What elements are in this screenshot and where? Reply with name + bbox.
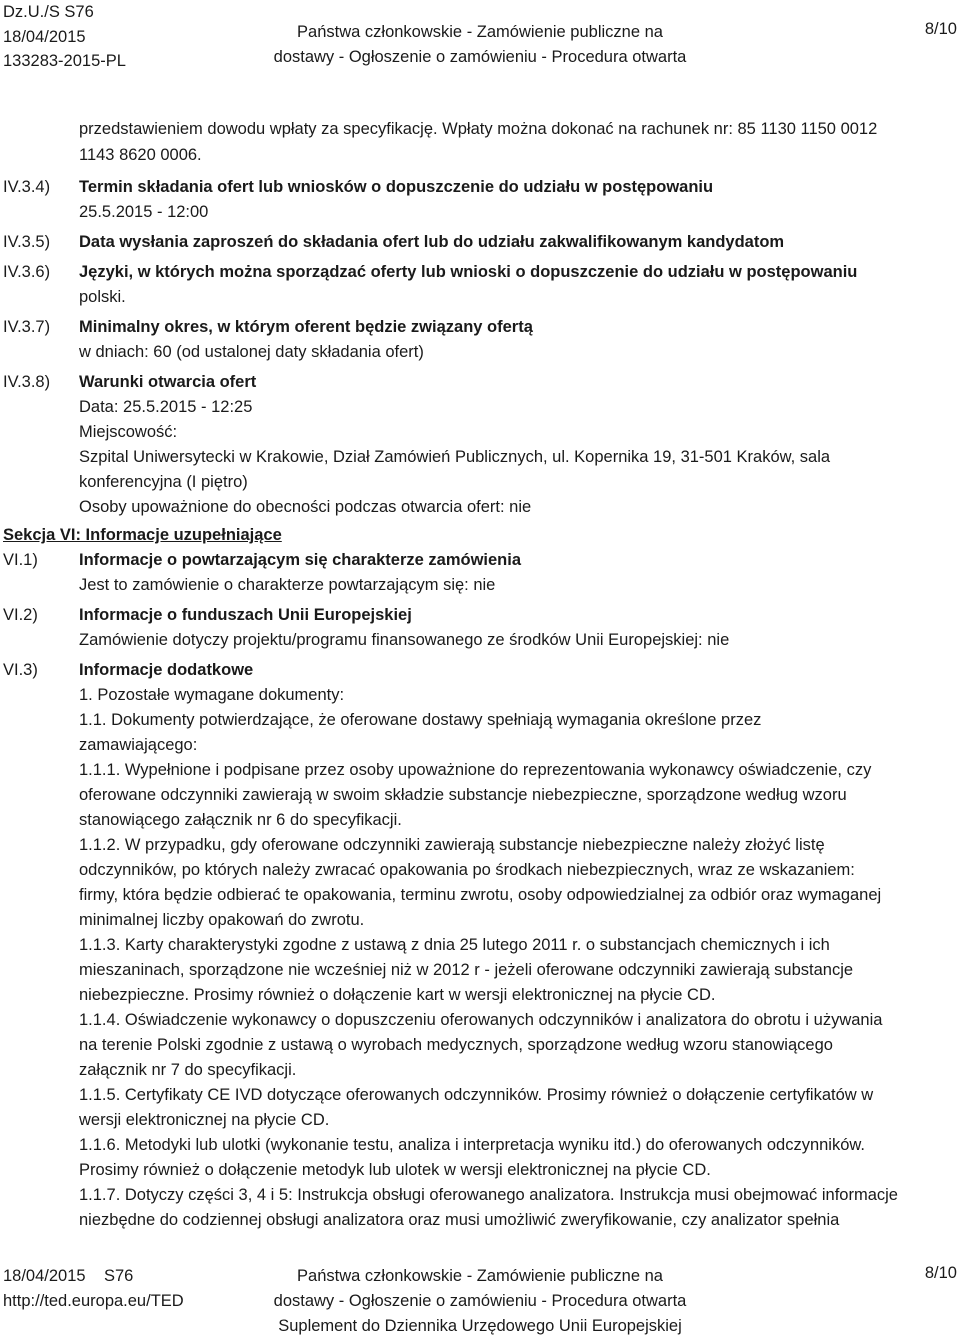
- footer-title-line1: Państwa członkowskie - Zamówienie publiczne na: [297, 1267, 663, 1285]
- text-line: 1. Pozostałe wymagane dokumenty:: [79, 686, 345, 704]
- footer-page-number: 8/10: [924, 1264, 957, 1282]
- section-number: VI.2): [3, 606, 38, 624]
- item-heading: Informacje o powtarzającym się charakterze zamówienia: [79, 551, 522, 569]
- footer-series: S76: [103, 1267, 134, 1285]
- item-heading: Minimalny okres, w którym oferent będzie związany ofertą: [79, 318, 533, 336]
- text-line: przedstawieniem dowodu wpłaty za specyfikację. Wpłaty można dokonać na rachunek nr: 85 1130 1150 0012: [79, 120, 878, 138]
- header-date: 18/04/2015: [3, 27, 86, 46]
- text-line: w dniach: 60 (od ustalonej daty składania ofert): [79, 343, 424, 361]
- text-line: niezbędne do codziennej obsługi analizatora oraz musi umożliwić zweryfikowanie, czy analizator spełnia: [79, 1211, 840, 1229]
- text-line: 1.1.3. Karty charakterystyki zgodne z ustawą z dnia 25 lutego 2011 r. o substancjach chemicznych i ich: [79, 936, 830, 954]
- text-line: Osoby upoważnione do obecności podczas otwarcia ofert: nie: [79, 498, 532, 516]
- text-line: mieszaninach, sporządzone nie wcześniej niż w 2012 r - jeżeli oferowane odczynniki zawierają substancje: [79, 961, 854, 979]
- section-number: IV.3.8): [3, 373, 51, 391]
- text-line: 1.1.2. W przypadku, gdy oferowane odczynniki zawierają substancje niebezpieczne należy złożyć listę: [79, 836, 825, 854]
- section-number: IV.3.7): [3, 318, 51, 336]
- text-line: 1.1. Dokumenty potwierdzające, że oferowane dostawy spełniają wymagania określone przez: [79, 711, 762, 729]
- footer-date: 18/04/2015: [3, 1267, 86, 1285]
- text-line: 1.1.5. Certyfikaty CE IVD dotyczące oferowanych odczynników. Prosimy również o dołączenie certyfikatów w: [79, 1086, 874, 1104]
- text-line: 1.1.6. Metodyki lub ulotki (wykonanie testu, analiza i interpretacja wyniku itd.) do oferowanych odczynników.: [79, 1136, 865, 1154]
- text-line: polski.: [79, 288, 126, 306]
- footer-title-line2: dostawy - Ogłoszenie o zamówieniu - Procedura otwarta: [273, 1292, 687, 1310]
- text-line: niebezpieczne. Prosimy również o dołączenie kart w wersji elektronicznej na płycie CD.: [79, 986, 716, 1004]
- item-heading: Termin składania ofert lub wniosków o dopuszczenie do udziału w postępowaniu: [79, 178, 714, 196]
- header-title: [0, 20, 960, 70]
- page-header: [0, 0, 960, 70]
- text-line: Zamówienie dotyczy projektu/programu finansowanego ze środków Unii Europejskiej: nie: [79, 631, 730, 649]
- item-heading: Informacje dodatkowe: [79, 661, 254, 679]
- section-number: IV.3.5): [3, 233, 51, 251]
- header-title-line1: Państwa członkowskie - Zamówienie publiczne na: [297, 23, 663, 41]
- text-line: 1.1.7. Dotyczy części 3, 4 i 5: Instrukcja obsługi oferowanego analizatora. Instrukcja musi obejmować informacje: [79, 1186, 898, 1204]
- text-line: odczynników, po których należy zwracać opakowania po środkach niebezpiecznych, wraz ze wskazaniem:: [79, 861, 855, 879]
- footer-url[interactable]: http://ted.europa.eu/TED: [3, 1291, 184, 1310]
- item-heading: Data wysłania zaproszeń do składania ofert lub do udziału zakwalifikowanym kandydatom: [79, 233, 785, 251]
- text-line: zamawiającego:: [79, 736, 198, 754]
- text-line: konferencyjna (I piętro): [79, 473, 248, 491]
- text-line: wersji elektronicznej na płycie CD.: [79, 1111, 330, 1129]
- item-heading: Warunki otwarcia ofert: [79, 373, 257, 391]
- footer-title: [0, 1264, 960, 1339]
- text-line: 1.1.4. Oświadczenie wykonawcy o dopuszczeniu oferowanych odczynników i analizatora do obrotu i używania: [79, 1011, 883, 1029]
- text-line: 1.1.1. Wypełnione i podpisane przez osoby upoważnione do reprezentowania wykonawcy oświadczenie, czy: [79, 761, 872, 779]
- text-line: załącznik nr 7 do specyfikacji.: [79, 1061, 297, 1079]
- section-heading: Sekcja VI: Informacje uzupełniające: [3, 526, 282, 544]
- text-line: Jest to zamówienie o charakterze powtarzającym się: nie: [79, 576, 496, 594]
- section-number: VI.1): [3, 551, 38, 569]
- header-title-line2: dostawy - Ogłoszenie o zamówieniu - Procedura otwarta: [273, 48, 687, 66]
- item-heading: Języki, w których można sporządzać oferty lub wnioski o dopuszczenie do udziału w postępowaniu: [79, 263, 858, 281]
- item-heading: Informacje o funduszach Unii Europejskiej: [79, 606, 412, 624]
- text-line: stanowiącego załącznik nr 6 do specyfikacji.: [79, 811, 402, 829]
- text-line: firmy, która będzie odbierać te opakowania, terminu zwrotu, osoby odpowiedzialnej za odbiór oraz wymaganej: [79, 886, 882, 904]
- text-line: oferowane odczynniki zawierają w swoim składzie substancje niebezpieczne, sporządzone według wzoru: [79, 786, 847, 804]
- text-line: na terenie Polski zgodnie z ustawą o wyrobach medycznych, sporządzone według wzoru stanowiącego: [79, 1036, 833, 1054]
- text-line: Prosimy również o dołączenie metodyk lub ulotek w wersji elektronicznej na płycie CD.: [79, 1161, 711, 1179]
- section-number: VI.3): [3, 661, 38, 679]
- journal-ref: Dz.U./S S76: [3, 3, 94, 21]
- text-line: 25.5.2015 - 12:00: [79, 203, 209, 221]
- doc-id: 133283-2015-PL: [3, 52, 126, 70]
- header-page-number: 8/10: [924, 20, 957, 38]
- text-line: Data: 25.5.2015 - 12:25: [79, 398, 253, 416]
- section-number: IV.3.4): [3, 178, 51, 196]
- footer-title-line3: Suplement do Dziennika Urzędowego Unii Europejskiej: [278, 1317, 682, 1335]
- page-footer: [0, 1264, 960, 1334]
- text-line: Miejscowość:: [79, 423, 178, 441]
- text-line: 1143 8620 0006.: [79, 146, 202, 164]
- text-line: Szpital Uniwersytecki w Krakowie, Dział Zamówień Publicznych, ul. Kopernika 19, 31-501 Kraków, sala: [79, 448, 831, 466]
- text-line: minimalnej liczby opakowań do zwrotu.: [79, 911, 365, 929]
- section-number: IV.3.6): [3, 263, 51, 281]
